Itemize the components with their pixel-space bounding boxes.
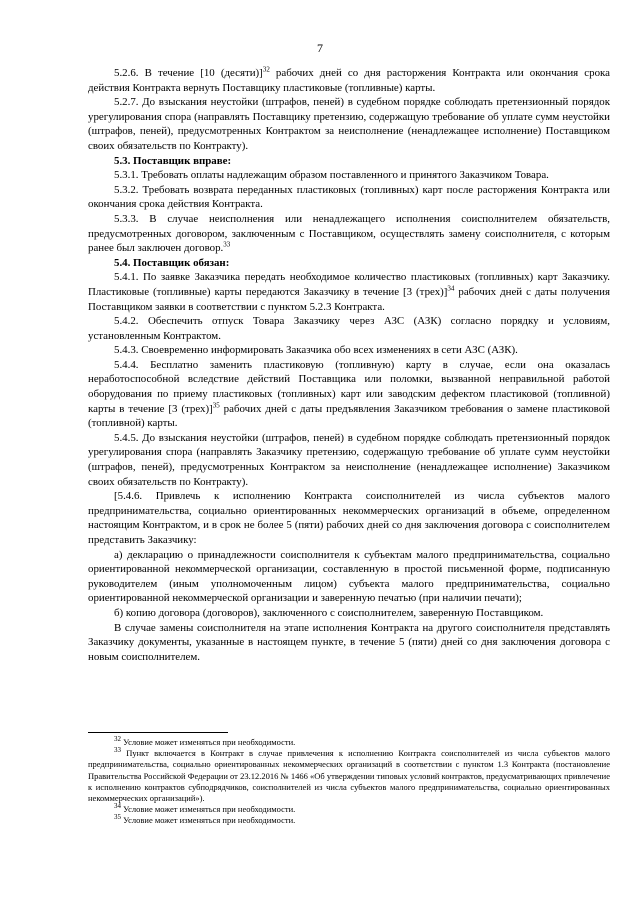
paragraph-text: [5.4.6. Привлечь к исполнению Контракта соисполнителей из числа субъектов малого предпринимательства, социально ориентированных некоммерческих организаций в объеме, определенном настоящим Контрактом, и в срок не более 5 (пяти) рабочих дней со дня заключения договора с соисполнителем представить Заказчику:: [88, 490, 610, 546]
clause-paragraph: [88, 183, 610, 212]
clause-paragraph: [88, 270, 610, 314]
paragraph-text: 5.2.7. До взыскания неустойки (штрафов, пеней) в судебном порядке соблюдать претензионный порядок урегулирования спора (направлять Поставщику претензию, содержащую требование об уплате сумм неустойки (штрафов, пеней), предусмотренных Контрактом за неисполнение (ненадлежащее исполнение) Поставщиком своих обязательств по Контракту).: [88, 96, 610, 152]
footnote: [88, 748, 610, 804]
paragraph-text: 5.4.1. По заявке Заказчика передать необходимое количество пластиковых (топливных) карт Заказчику. Пластиковые (топливные) карты передаются Заказчику в течение [3 (трех)]: [88, 271, 610, 298]
paragraph-text: В случае замены соисполнителя на этапе исполнения Контракта на другого соисполнителя представлять Заказчику документы, указанные в настоящем пункте, в течение 5 (пяти) дней со дня заключения договора с новым соисполнителем.: [88, 621, 610, 663]
footnote-number: 33: [114, 746, 121, 755]
clause-paragraph: [88, 95, 610, 153]
paragraph-text: 5.4.5. До взыскания неустойки (штрафов, пеней) в судебном порядке соблюдать претензионный порядок урегулирования спора (направлять Заказчику претензию, содержащую требование об уплате сумм неустойки (штрафов, пеней), предусмотренных Контрактом за неисполнение (ненадлежащее исполнение) Заказчиком своих обязательств по Контракту).: [88, 431, 610, 488]
paragraph-text: 5.4.2. Обеспечить отпуск Товара Заказчику через АЗС (АЗК) согласно порядку и условиям, установленным Контрактом.: [88, 315, 610, 342]
paragraph-text: 5.3.1. Требовать оплаты надлежащим образом поставленного и принятого Заказчиком Товара.: [114, 169, 549, 182]
paragraph-text: рабочих дней со дня расторжения Контракта или окончания срока действия Контракта вернуть Поставщику пластиковые (топливные) карты.: [88, 67, 610, 94]
section-heading: [88, 154, 610, 169]
paragraph-text: 5.3. Поставщик вправе:: [114, 154, 232, 167]
clause-paragraph: [88, 621, 610, 665]
footnote-number: 35: [114, 813, 121, 822]
paragraph-text: 5.4.4. Бесплатно заменить пластиковую (топливную) карту в случае, если она оказалась неработоспособной вследствие действий Поставщика или поломки, вызванной неправильной работой оборудования по приему пластиковых (топливных) карт или заводским дефектом пластиковой (топливной) карты в течение [3 (трех)]: [88, 358, 610, 415]
clause-paragraph: [88, 66, 610, 95]
clause-paragraph: [88, 358, 610, 431]
paragraph-text: рабочих дней с даты получения Поставщиком заявки в соответствии с пунктом 5.2.3 Контракта.: [88, 285, 610, 313]
clause-paragraph: [88, 314, 610, 343]
clause-paragraph: [88, 212, 610, 256]
paragraph-text: 5.4. Поставщик обязан:: [114, 256, 230, 269]
footnote: [88, 804, 610, 815]
paragraph-text: а) декларацию о принадлежности соисполнителя к субъектам малого предпринимательства, социально ориентированной некоммерческой организации, составленную в простой письменной форме, подписанную руководителем (иным уполномоченным лицом) субъекта малого предпринимательства, социально ориентированной некоммерческой организации и заверенную печатью (при наличии печати);: [88, 548, 610, 605]
footnote-ref: 33: [223, 240, 231, 249]
footnote-text: Условие может изменяться при необходимости.: [121, 804, 296, 815]
footnotes-section: [88, 737, 610, 827]
section-heading: [88, 256, 610, 271]
paragraph-text: б) копию договора (договоров), заключенного с соисполнителем, заверенную Поставщиком.: [114, 606, 544, 619]
footnote-separator: [88, 732, 228, 733]
clause-paragraph: [88, 606, 610, 621]
clause-paragraph: [88, 168, 610, 183]
footnote: [88, 737, 610, 748]
clause-paragraph: [88, 548, 610, 606]
document-body: [88, 66, 610, 664]
clause-paragraph: [88, 489, 610, 547]
footnote-ref: 35: [212, 401, 220, 410]
clause-paragraph: [88, 343, 610, 358]
clause-paragraph: [88, 431, 610, 489]
footnote-text: Пункт включается в Контракт в случае привлечения к исполнению Контракта соисполнителей из числа субъектов малого предпринимательства, социально ориентированных некоммерческих организаций в соответствии с пунктом 1.3 Контракта (постановление Правительства Российской Федерации от 23.12.2016 № 1466 «Об утверждении типовых условий контрактов, предусматривающих привлечение к исполнению контрактов субподрядчиков, соисполнителей из числа субъектов малого предпринимательства, социально ориентированных некоммерческих организаций»).: [88, 748, 610, 804]
paragraph-text: 5.3.2. Требовать возврата переданных пластиковых (топливных) карт после расторжения Контракта или окончания срока действия Контракта.: [88, 183, 610, 211]
paragraph-text: 5.3.3. В случае неисполнения или ненадлежащего исполнения соисполнителем обязательств, предусмотренных договором, заключенным с Поставщиком, осуществлять замену соисполнителя, с которым ранее был заключен договор.: [88, 212, 610, 255]
footnote-ref: 34: [447, 284, 455, 293]
paragraph-text: рабочих дней с даты предъявления Заказчиком требования о замене пластиковой (топливной) карты.: [88, 402, 610, 430]
footnote-text: Условие может изменяться при необходимости.: [121, 815, 296, 826]
page-number: 7: [317, 41, 323, 55]
footnote: [88, 815, 610, 826]
footnote-text: Условие может изменяться при необходимости.: [121, 737, 296, 747]
paragraph-text: 5.2.6. В течение [10 (десяти)]: [114, 67, 263, 79]
paragraph-text: 5.4.3. Своевременно информировать Заказчика обо всех изменениях в сети АЗС (АЗК).: [114, 344, 518, 357]
footnote-number: 34: [114, 802, 121, 811]
footnote-ref: 32: [262, 65, 270, 74]
footnote-number: 32: [114, 735, 121, 744]
